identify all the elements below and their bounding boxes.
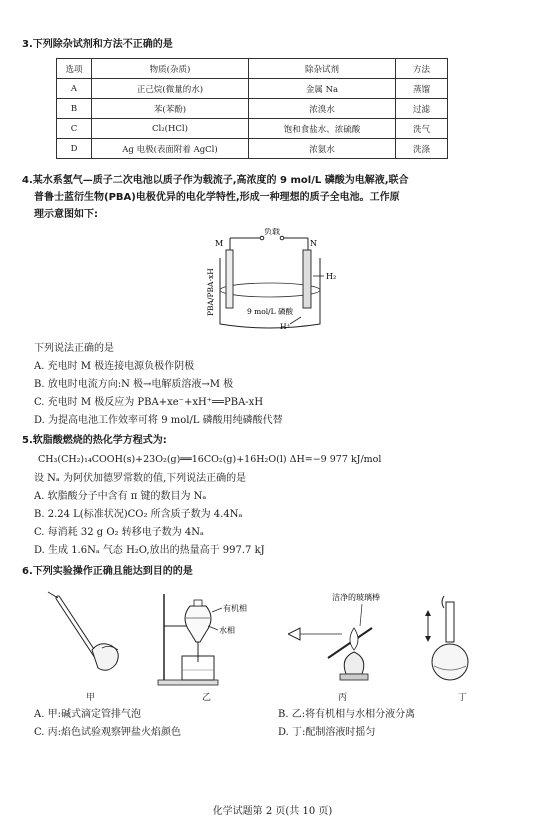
q6-option-d: D. 丁:配制溶液时摇匀 <box>278 727 376 738</box>
q4-stem-line3: 理示意图如下: <box>34 209 98 220</box>
q6-option-a: A. 甲:碱式滴定管排气泡 <box>34 709 141 720</box>
table-cell: 洗气 <box>396 119 448 139</box>
q3-table-header <box>57 59 448 79</box>
table-row <box>57 119 448 139</box>
table-cell: 苯(苯酚) <box>92 99 249 119</box>
q3-header-method: 方法 <box>396 59 448 79</box>
q4-ask: 下列说法正确的是 <box>34 343 114 354</box>
load-label: 负载 <box>264 228 280 236</box>
table-cell: 洗涤 <box>396 139 448 159</box>
table-cell: 金属 Na <box>249 79 396 99</box>
table-cell: 浓氨水 <box>249 139 396 159</box>
table-cell: D <box>57 139 92 159</box>
aqueous-phase-label: 水相 <box>219 626 235 635</box>
table-row <box>57 139 448 159</box>
battery-diagram <box>190 228 360 334</box>
q6-option-c: C. 丙:焰色试验观察钾盐火焰颜色 <box>34 727 182 738</box>
q3-stem: 3.下列除杂试剂和方法不正确的是 <box>22 39 173 50</box>
q4-option-a: A. 充电时 M 极连接电源负极作阴极 <box>34 361 195 372</box>
electrode-n <box>303 250 311 308</box>
caption-ding: 丁 <box>458 693 468 703</box>
glass-rod-label: 洁净的玻璃棒 <box>332 593 380 602</box>
q3-header-reagent: 除杂试剂 <box>249 59 396 79</box>
q5-note: 设 Nₐ 为阿伏加德罗常数的值,下列说法正确的是 <box>34 473 247 484</box>
caption-jia: 甲 <box>86 693 96 703</box>
electrode-m-label: M <box>215 239 224 248</box>
figure-bing <box>288 588 400 688</box>
electrode-m <box>226 250 233 308</box>
q4-stem-line1: 4.某水系氢气—质子二次电池以质子作为载流子,高浓度的 9 mol/L 磷酸为电解液,联合 <box>22 175 409 186</box>
q4-option-c: C. 充电时 M 极反应为 PBA+xe⁻+xH⁺══PBA-xH <box>34 397 264 408</box>
q5-option-d: D. 生成 1.6Nₐ 气态 H₂O,放出的热量高于 997.7 kJ <box>34 545 265 556</box>
figure-yi <box>150 588 260 688</box>
table-cell: 蒸馏 <box>396 79 448 99</box>
hplus-label: H⁺ <box>280 322 291 331</box>
electrode-n-label: N <box>310 239 317 248</box>
table-cell: 饱和食盐水、浓硫酸 <box>249 119 396 139</box>
table-cell: Cl₂(HCl) <box>92 119 249 139</box>
acid-label: 9 mol/L 磷酸 <box>246 307 294 316</box>
table-cell: A <box>57 79 92 99</box>
figure-jia <box>40 590 140 686</box>
q5-option-a: A. 软脂酸分子中含有 π 键的数目为 Nₐ <box>34 491 207 502</box>
figure-ding <box>420 590 480 690</box>
q5-stem: 5.软脂酸燃烧的热化学方程式为: <box>22 435 167 446</box>
q4-option-d: D. 为提高电池工作效率可将 9 mol/L 磷酸用纯磷酸代替 <box>34 415 283 426</box>
table-cell: 正己烷(微量的水) <box>92 79 249 99</box>
q6-stem: 6.下列实验操作正确且能达到目的的是 <box>22 566 193 577</box>
q4-option-b: B. 放电时电流方向:N 极→电解质溶液→M 极 <box>34 379 234 390</box>
q5-equation: CH₃(CH₂)₁₄COOH(s)+23O₂(g)══16CO₂(g)+16H₂O(l) ΔH=−9 977 kJ/mol <box>38 454 382 465</box>
caption-yi: 乙 <box>202 693 212 703</box>
h2-label: H₂ <box>326 272 337 281</box>
caption-bing: 丙 <box>338 693 348 703</box>
q3-table <box>56 58 448 159</box>
table-cell: 浓溴水 <box>249 99 396 119</box>
table-cell: B <box>57 99 92 119</box>
pba-label: PBA/PBA-xH <box>206 268 215 316</box>
table-cell: 过滤 <box>396 99 448 119</box>
q3-header-option: 选项 <box>57 59 92 79</box>
page-footer: 化学试题第 2 页(共 10 页) <box>212 806 333 817</box>
table-row <box>57 99 448 119</box>
table-cell: C <box>57 119 92 139</box>
q6-option-b: B. 乙:将有机相与水相分液分离 <box>278 709 416 720</box>
q5-option-c: C. 每消耗 32 g O₂ 转移电子数为 4Nₐ <box>34 527 204 538</box>
table-cell: Ag 电极(表面附着 AgCl) <box>92 139 249 159</box>
organic-phase-label: 有机相 <box>223 604 247 613</box>
q4-stem-line2: 普鲁士蓝衍生物(PBA)电极优异的电化学特性,形成一种理想的质子全电池。工作原 <box>34 192 400 203</box>
table-row <box>57 79 448 99</box>
q3-header-substance: 物质(杂质) <box>92 59 249 79</box>
q5-option-b: B. 2.24 L(标准状况)CO₂ 所含质子数为 4.4Nₐ <box>34 509 243 520</box>
